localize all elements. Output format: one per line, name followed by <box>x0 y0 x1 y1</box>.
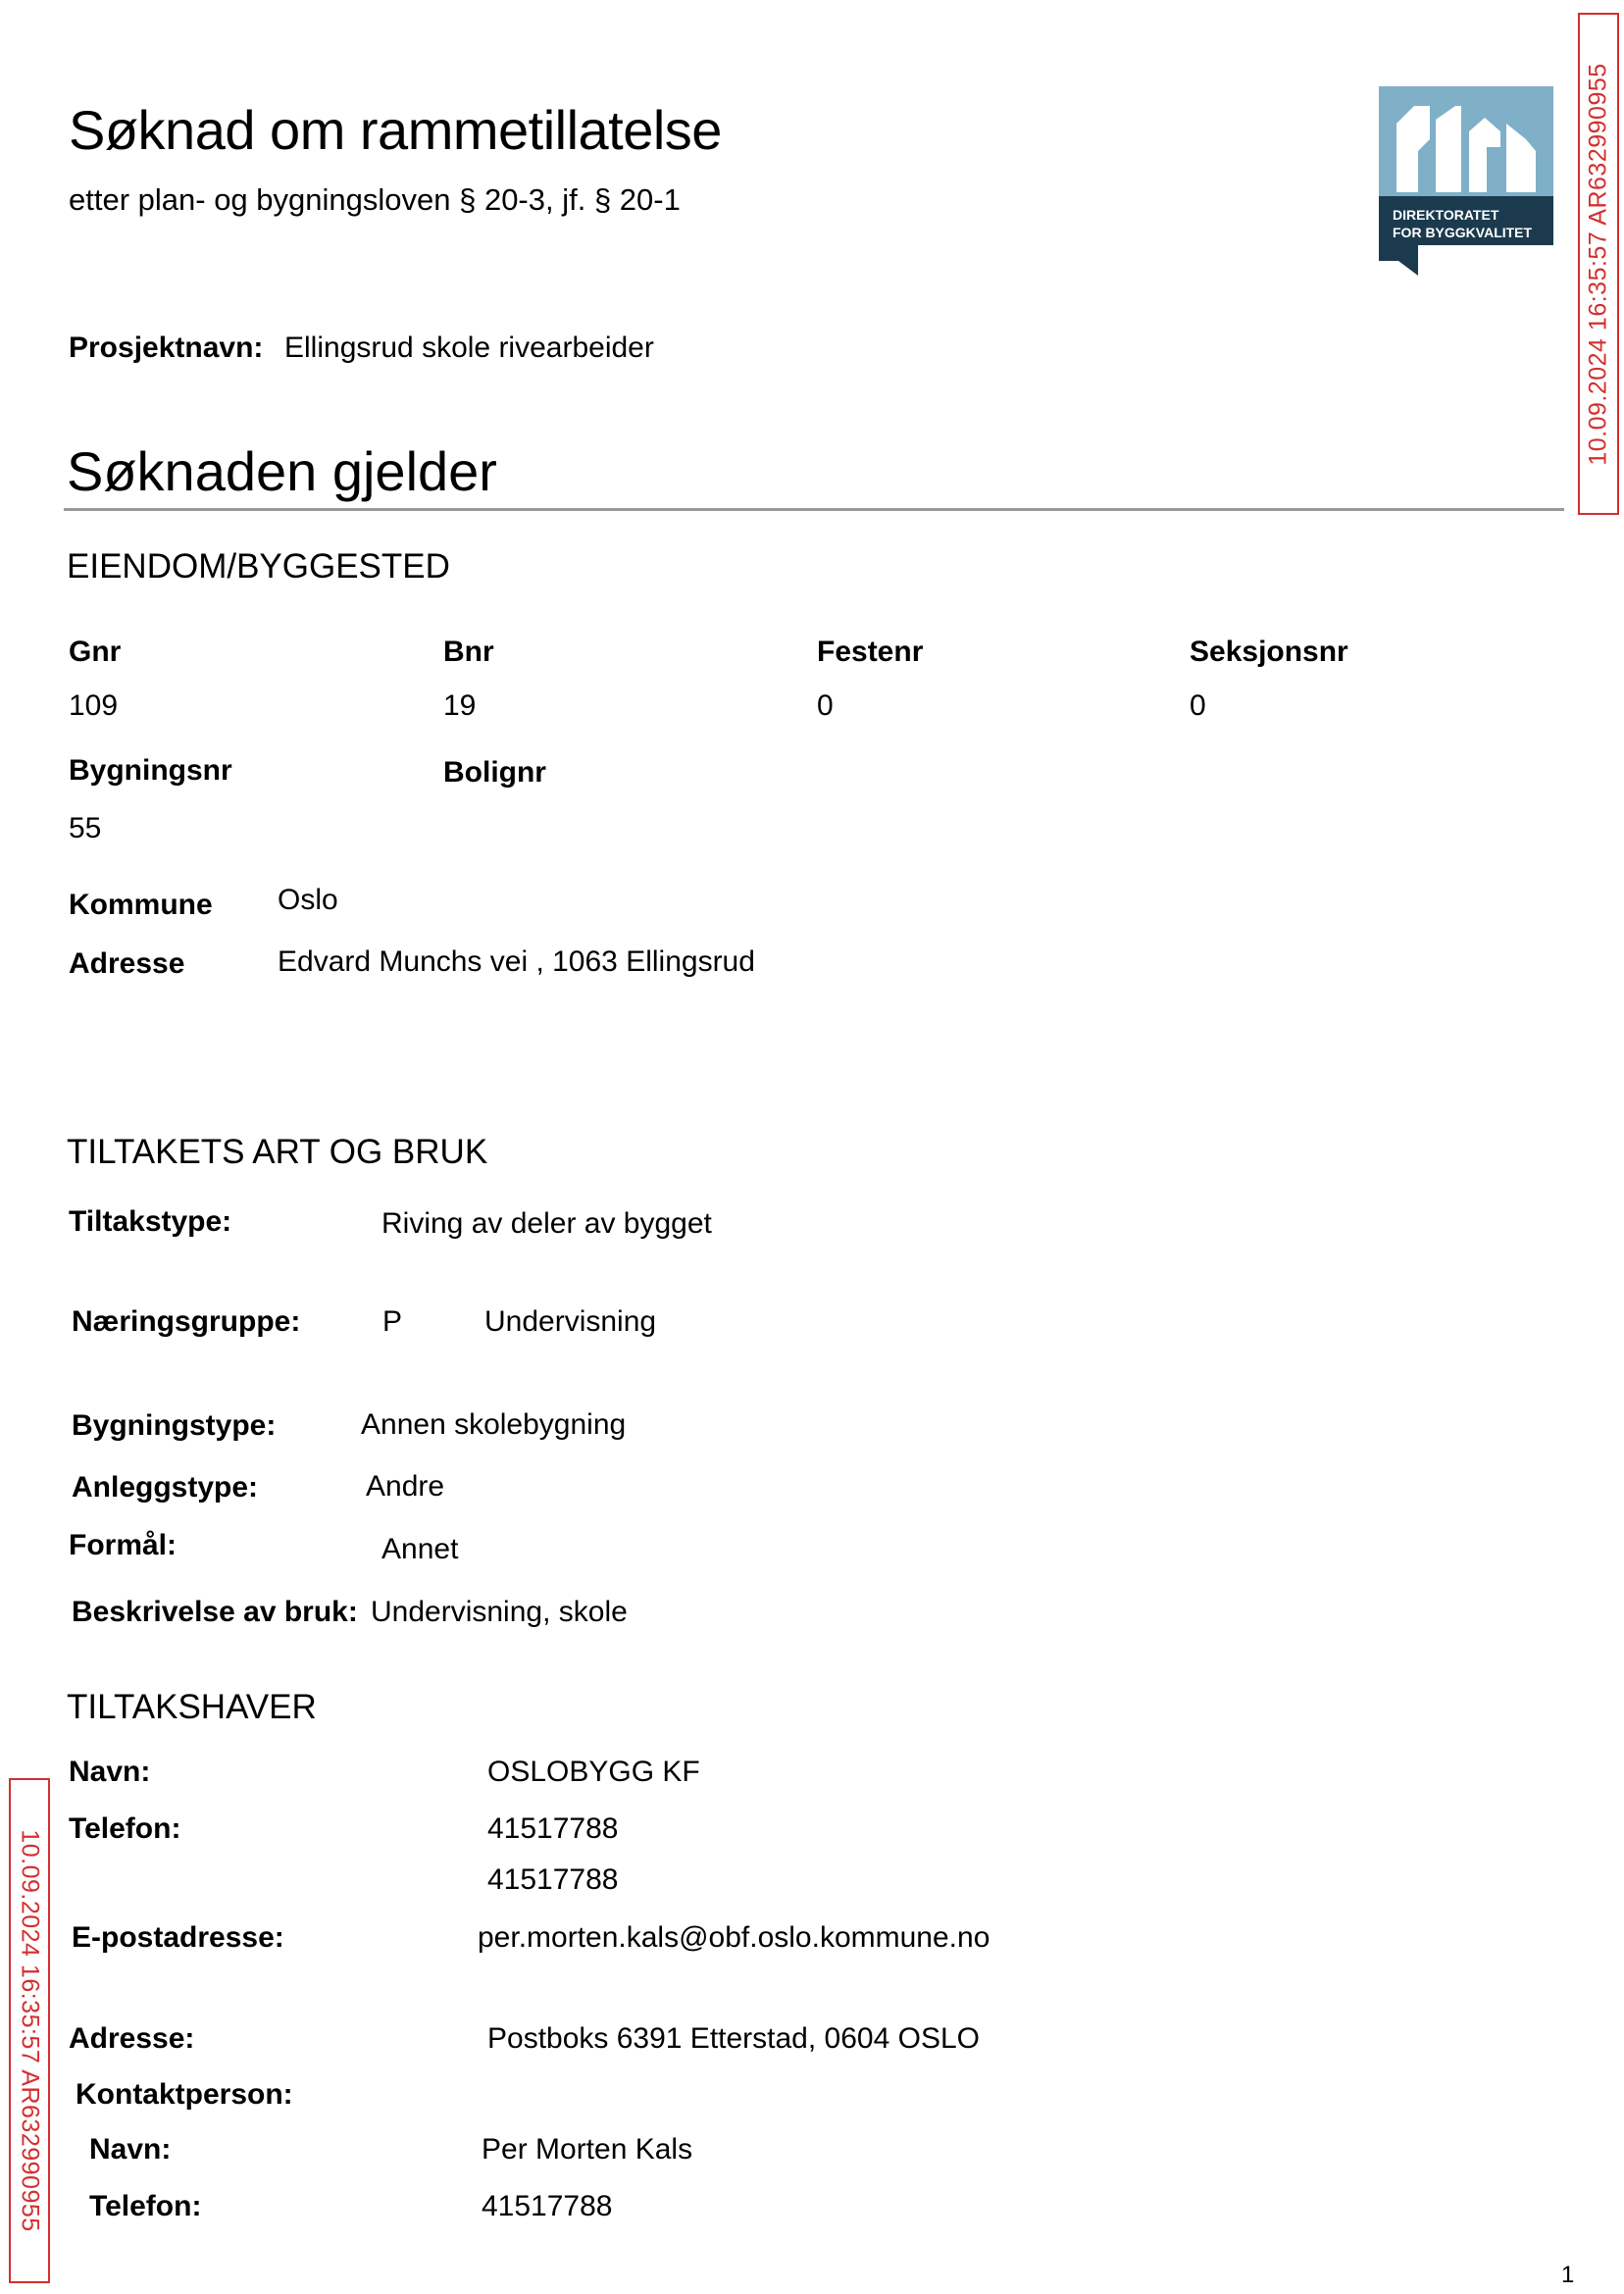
document-subtitle: etter plan- og bygningsloven § 20-3, jf. § 20-1 <box>69 182 681 217</box>
timestamp-stamp-text: 10.09.2024 16:35:57 AR632990955 <box>1584 62 1612 466</box>
project-label: Prosjektnavn: <box>69 331 264 364</box>
beskrivelse-value: Undervisning, skole <box>371 1596 628 1628</box>
tiltakshaver-telefon-label: Telefon: <box>69 1812 181 1845</box>
tiltakstype-value: Riving av deler av bygget <box>381 1207 712 1240</box>
tiltakshaver-adresse-value: Postboks 6391 Etterstad, 0604 OSLO <box>487 2022 980 2055</box>
festenr-value: 0 <box>817 689 834 722</box>
gnr-value: 109 <box>69 689 119 722</box>
tiltakshaver-heading: TILTAKSHAVER <box>67 1688 317 1726</box>
tiltakshaver-telefon-value-2: 41517788 <box>487 1863 619 1896</box>
kontaktperson-navn-label: Navn: <box>89 2133 172 2166</box>
tiltak-heading: TILTAKETS ART OG BRUK <box>67 1133 488 1171</box>
anleggstype-label: Anleggstype: <box>72 1471 259 1504</box>
tiltakshaver-navn-value: OSLOBYGG KF <box>487 1756 700 1788</box>
formaal-value: Annet <box>381 1533 459 1565</box>
bygningstype-label: Bygningstype: <box>72 1409 277 1442</box>
seksjonsnr-label: Seksjonsnr <box>1190 636 1348 668</box>
bnr-label: Bnr <box>443 636 494 668</box>
logo-text-line2: FOR BYGGKVALITET <box>1393 225 1533 240</box>
section-divider <box>64 508 1564 511</box>
naeringsgruppe-value: Undervisning <box>484 1305 657 1338</box>
timestamp-stamp-right <box>1578 13 1619 515</box>
adresse-label: Adresse <box>69 947 185 980</box>
epost-value: per.morten.kals@obf.oslo.kommune.no <box>478 1921 990 1954</box>
bygningsnr-label: Bygningsnr <box>69 754 232 787</box>
document-title: Søknad om rammetillatelse <box>69 99 722 161</box>
timestamp-stamp-text: 10.09.2024 16:35:57 AR632990955 <box>16 1829 44 2232</box>
page-number: 1 <box>1561 2262 1575 2288</box>
kontaktperson-telefon-label: Telefon: <box>89 2190 202 2222</box>
adresse-value: Edvard Munchs vei , 1063 Ellingsrud <box>278 945 755 978</box>
kontaktperson-label: Kontaktperson: <box>76 2078 293 2111</box>
naeringsgruppe-code: P <box>382 1305 403 1338</box>
kontaktperson-telefon-value: 41517788 <box>482 2190 613 2222</box>
tiltakshaver-telefon-value-1: 41517788 <box>487 1812 619 1845</box>
naeringsgruppe-label: Næringsgruppe: <box>72 1305 301 1338</box>
epost-label: E-postadresse: <box>72 1921 284 1954</box>
bolignr-label: Bolignr <box>443 756 546 789</box>
festenr-label: Festenr <box>817 636 924 668</box>
timestamp-stamp-left <box>9 1778 50 2283</box>
section-heading: Søknaden gjelder <box>67 440 497 502</box>
seksjonsnr-value: 0 <box>1190 689 1206 722</box>
kommune-label: Kommune <box>69 889 213 921</box>
tiltakshaver-adresse-label: Adresse: <box>69 2022 195 2055</box>
tiltakshaver-navn-label: Navn: <box>69 1756 151 1788</box>
eiendom-heading: EIENDOM/BYGGESTED <box>67 547 450 586</box>
project-value: Ellingsrud skole rivearbeider <box>284 331 654 364</box>
anleggstype-value: Andre <box>366 1470 445 1503</box>
kontaktperson-navn-value: Per Morten Kals <box>482 2133 693 2166</box>
bygningstype-value: Annen skolebygning <box>361 1408 627 1441</box>
bygningsnr-value: 55 <box>69 812 102 844</box>
tiltakstype-label: Tiltakstype: <box>69 1205 232 1238</box>
gnr-label: Gnr <box>69 636 122 668</box>
beskrivelse-label: Beskrivelse av bruk: <box>72 1596 358 1628</box>
bnr-value: 19 <box>443 689 477 722</box>
formaal-label: Formål: <box>69 1529 178 1561</box>
logo-text-line1: DIREKTORATET <box>1393 207 1499 223</box>
dibk-logo <box>1379 86 1553 276</box>
kommune-value: Oslo <box>278 884 338 916</box>
